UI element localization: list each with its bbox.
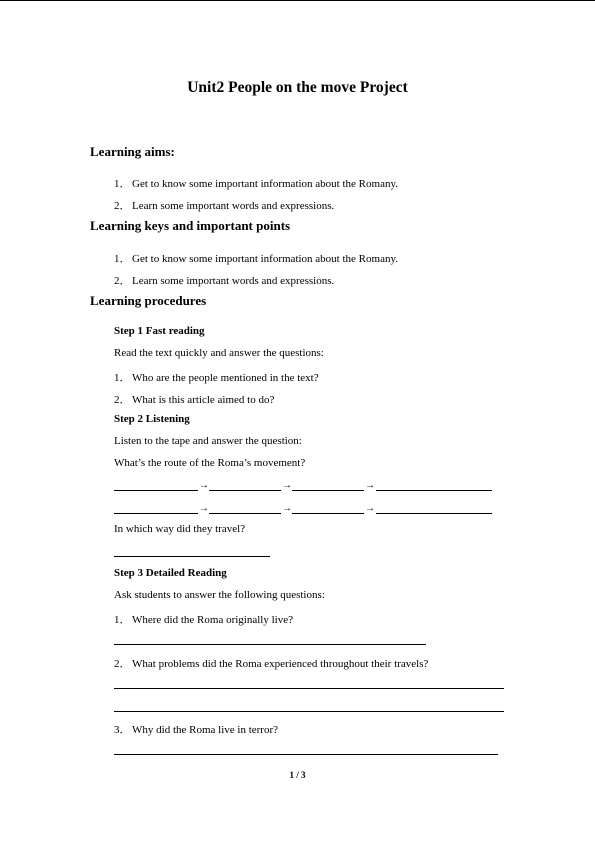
route-blank-2[interactable]	[209, 490, 281, 491]
page-number: 1 / 3	[289, 770, 306, 780]
learning-procedures-heading: Learning procedures	[90, 293, 207, 308]
step3-heading: Step 3 Detailed Reading	[114, 567, 227, 579]
route-blank-5[interactable]	[114, 513, 198, 514]
route-arrow: →	[282, 480, 292, 491]
route-arrow: →	[365, 503, 375, 514]
step2-question: What’s the route of the Roma’s movement?	[114, 457, 306, 469]
route-arrow: →	[199, 503, 209, 514]
route-arrow: →	[365, 480, 375, 491]
learning-aims-item-2	[114, 197, 334, 213]
item-text: Get to know some important information about the Romany.	[132, 253, 398, 265]
item-text: Who are the people mentioned in the text?	[132, 372, 319, 384]
answer-line-q2-1[interactable]	[114, 688, 504, 689]
step2-instruction: Listen to the tape and answer the question:	[114, 435, 302, 447]
item-number: 1．	[114, 178, 131, 190]
route-blank-4[interactable]	[376, 490, 492, 491]
step2-question-2: In which way did they travel?	[114, 523, 246, 535]
answer-line-q2-2[interactable]	[114, 711, 504, 712]
learning-aims-heading: Learning aims:	[90, 144, 175, 159]
step3-question-3	[114, 721, 278, 737]
learning-aims-item-1	[114, 175, 398, 191]
step3-question-2	[114, 655, 428, 671]
step1-instruction: Read the text quickly and answer the questions:	[114, 347, 324, 359]
item-number: 1．	[114, 372, 131, 384]
item-text: Get to know some important information about the Romany.	[132, 178, 398, 190]
answer-line-q1[interactable]	[114, 644, 426, 645]
item-text: Learn some important words and expressions.	[132, 200, 335, 212]
route-blank-3[interactable]	[292, 490, 364, 491]
item-text: Learn some important words and expressions.	[132, 275, 335, 287]
answer-line-q3[interactable]	[114, 754, 498, 755]
page-top-border	[0, 0, 595, 1]
route-blank-8[interactable]	[376, 513, 492, 514]
learning-keys-item-2	[114, 272, 334, 288]
page-title: Unit2 People on the move Project	[187, 79, 408, 96]
learning-keys-item-1	[114, 250, 398, 266]
step3-instruction: Ask students to answer the following questions:	[114, 589, 325, 601]
route-blank-1[interactable]	[114, 490, 198, 491]
item-text: What problems did the Roma experienced throughout their travels?	[132, 658, 429, 670]
learning-keys-heading: Learning keys and important points	[90, 218, 291, 233]
route-arrow: →	[282, 503, 292, 514]
item-text: What is this article aimed to do?	[132, 394, 275, 406]
travel-answer-line[interactable]	[114, 556, 270, 557]
item-number: 1．	[114, 614, 131, 626]
step1-question-2	[114, 391, 274, 407]
step1-heading: Step 1 Fast reading	[114, 325, 205, 337]
step1-question-1	[114, 369, 319, 385]
item-number: 3．	[114, 724, 131, 736]
step2-heading: Step 2 Listening	[114, 413, 190, 425]
item-text: Where did the Roma originally live?	[132, 614, 293, 626]
route-arrow: →	[199, 480, 209, 491]
item-number: 1．	[114, 253, 131, 265]
item-number: 2．	[114, 658, 131, 670]
item-number: 2．	[114, 200, 131, 212]
item-text: Why did the Roma live in terror?	[132, 724, 279, 736]
route-blank-6[interactable]	[209, 513, 281, 514]
step3-question-1	[114, 611, 293, 627]
item-number: 2．	[114, 394, 131, 406]
route-blank-7[interactable]	[292, 513, 364, 514]
item-number: 2．	[114, 275, 131, 287]
